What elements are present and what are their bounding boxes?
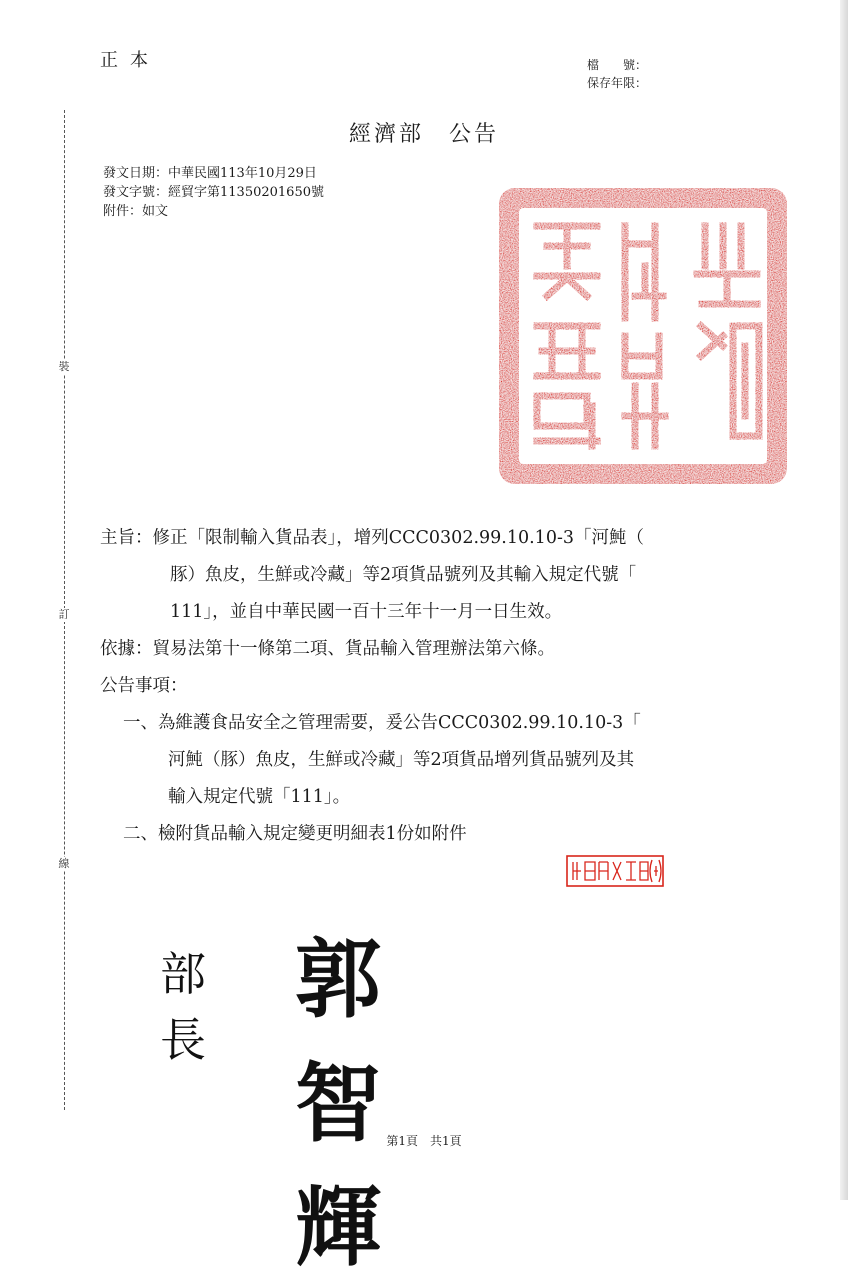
signer-name: 郭智輝 [295, 929, 389, 1278]
basis-text: 貿易法第十一條第二項、貨品輸入管理辦法第六條。 [152, 639, 555, 659]
issue-attachment: 附件：如文 [103, 204, 169, 219]
subject-line-2: 豚）魚皮，生鮮或冷藏」等2項貨品號列及其輸入規定代號「 [170, 565, 637, 585]
notice-item-2 [100, 816, 780, 853]
notice-item-2-number: 二、 [123, 824, 158, 844]
binding-mark-zhuang: 裝 [58, 360, 70, 373]
page-number: 第1頁 [386, 1134, 418, 1148]
signer-title: 部長 [160, 947, 210, 1067]
page-footer [0, 1132, 848, 1149]
dispatch-stamp-image [565, 854, 665, 888]
copy-type-label: 正本 [100, 50, 160, 71]
notice-item-1-line-2: 河魨（豚）魚皮，生鮮或冷藏」等2項貨品增列貨品號列及其 [168, 750, 635, 770]
page-total: 共1頁 [430, 1134, 462, 1148]
binding-mark-ding: 訂 [58, 608, 70, 621]
scan-edge [840, 0, 848, 1200]
subject-label: 主旨： [100, 528, 153, 548]
notice-item-1 [100, 705, 780, 742]
retention-label: 保存年限： [587, 76, 648, 90]
notice-paragraph [100, 668, 780, 853]
basis-paragraph [100, 631, 780, 668]
file-number-label: 檔 號： [587, 58, 648, 72]
official-seal-image [497, 186, 789, 486]
issue-date: 發文日期：中華民國113年10月29日 [103, 166, 317, 181]
page-title: 經濟部 公告 [348, 122, 499, 147]
file-meta [587, 56, 647, 92]
subject-line-3: 111」，並自中華民國一百十三年十一月一日生效。 [170, 602, 563, 622]
notice-item-1-line-1: 為維護食品安全之管理需要，爰公告CCC0302.99.10.10-3「 [158, 713, 641, 733]
announcement-body [100, 520, 780, 853]
binding-mark-xian: 線 [58, 857, 70, 870]
subject-line-1: 修正「限制輸入貨品表」，增列CCC0302.99.10.10-3「河魨（ [152, 528, 644, 548]
issue-info [103, 164, 324, 221]
notice-item-1-number: 一、 [123, 713, 158, 733]
issue-reference: 發文字號：經貿字第11350201650號 [103, 185, 324, 200]
notice-label: 公告事項： [100, 676, 188, 696]
notice-item-1-line-3: 輸入規定代號「111」。 [168, 787, 351, 807]
notice-item-2-line-1: 檢附貨品輸入規定變更明細表1份如附件 [158, 824, 467, 844]
subject-paragraph [100, 520, 780, 631]
basis-label: 依據： [100, 639, 153, 659]
